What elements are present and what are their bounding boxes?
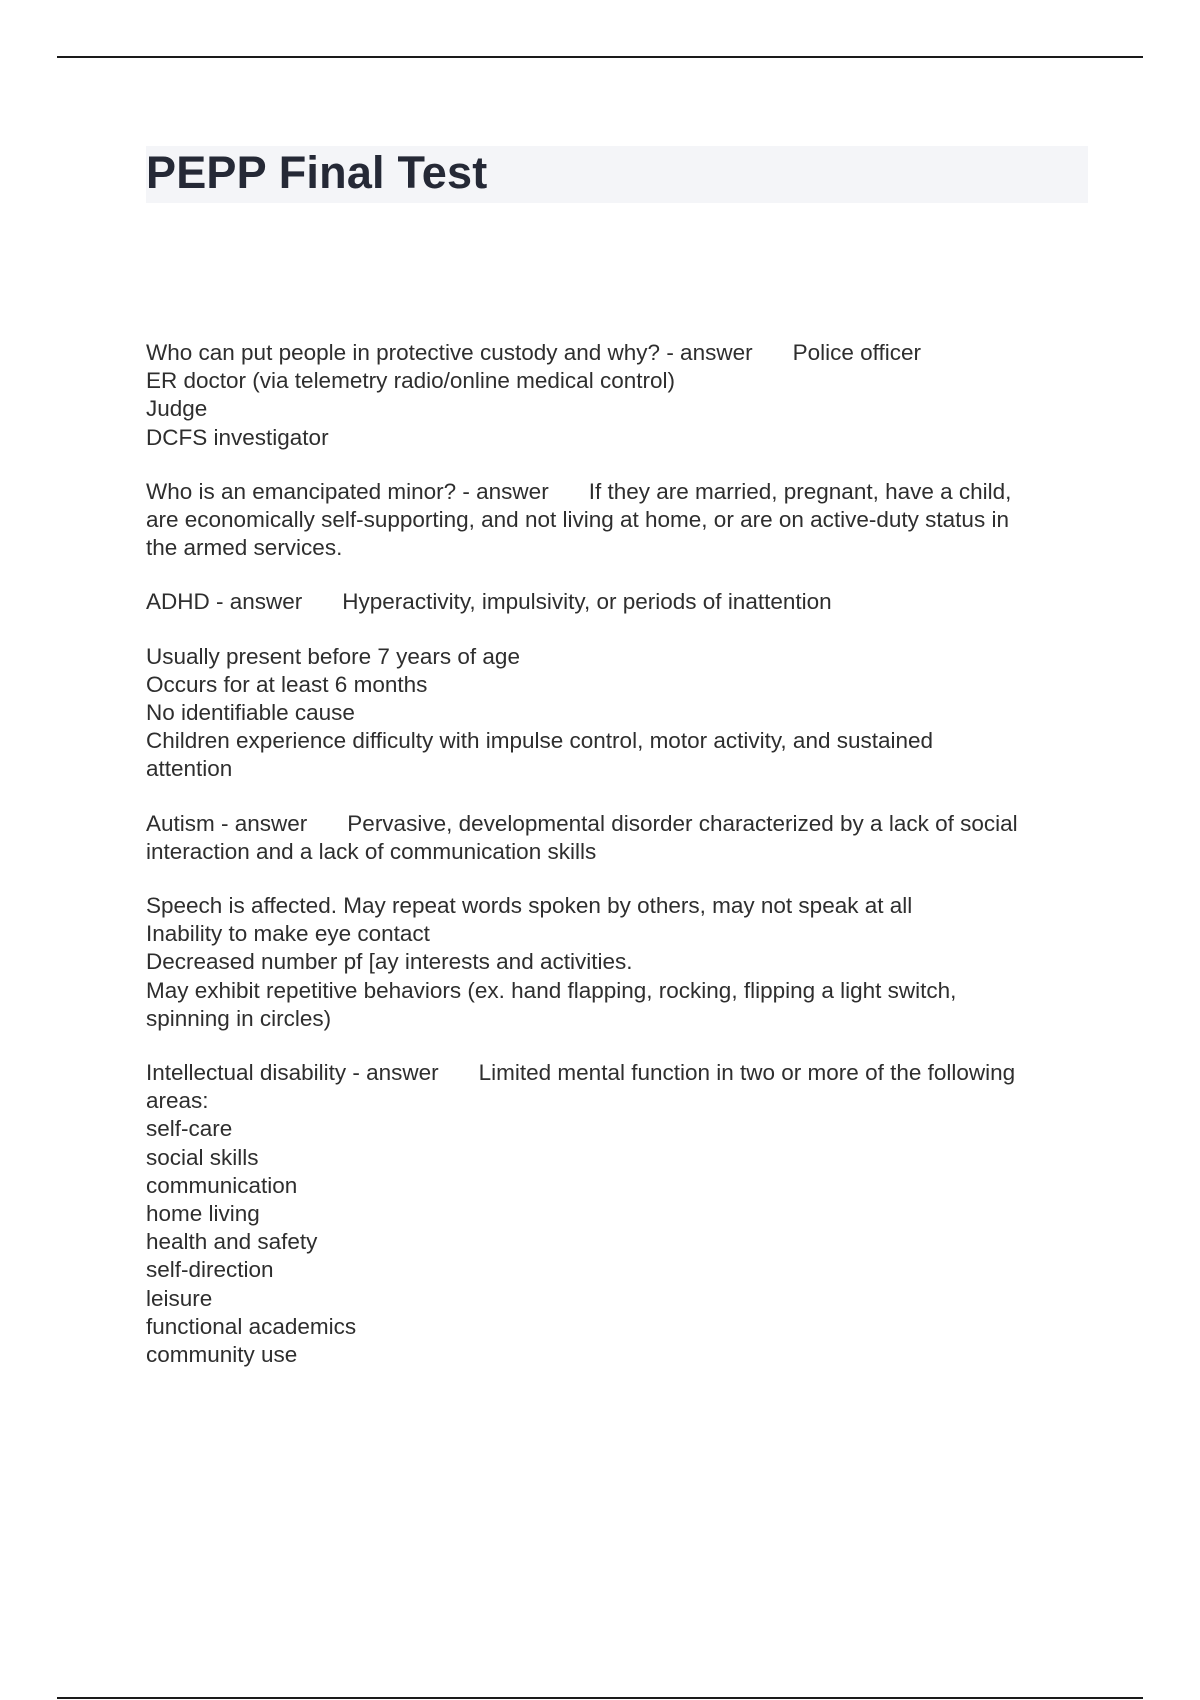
qa-block-autism <box>146 810 1088 866</box>
qa-first-line <box>146 478 1088 506</box>
top-rule <box>57 56 1143 58</box>
answer-line: spinning in circles) <box>146 1005 332 1031</box>
answer-text: Limited mental function in two or more of the following <box>478 1060 1016 1086</box>
answer-line: May exhibit repetitive behaviors (ex. hand flapping, rocking, flipping a light switch, <box>146 977 957 1003</box>
answer-line: leisure <box>146 1285 213 1311</box>
answer-text: If they are married, pregnant, have a child, <box>588 478 1012 504</box>
answer-line: areas: <box>146 1088 209 1114</box>
bottom-rule <box>57 1697 1143 1699</box>
answer-line: community use <box>146 1342 298 1368</box>
answer-line: No identifiable cause <box>146 700 355 726</box>
answer-line: health and safety <box>146 1229 318 1255</box>
qa-first-line <box>146 1059 1088 1087</box>
answer-line: Inability to make eye contact <box>146 921 430 947</box>
answer-line: functional academics <box>146 1313 357 1339</box>
answer-line: communication <box>146 1172 298 1198</box>
answer-line: home living <box>146 1201 260 1227</box>
answer-line: attention <box>146 756 233 782</box>
answer-line: Speech is affected. May repeat words spoken by others, may not speak at all <box>146 893 913 919</box>
answer-line: Occurs for at least 6 months <box>146 671 428 697</box>
answer-line: are economically self-supporting, and not living at home, or are on active-duty status in <box>146 507 1009 533</box>
qa-block-emancipated-minor <box>146 478 1088 563</box>
answer-line: Judge <box>146 396 208 422</box>
qa-block-adhd <box>146 588 1088 616</box>
answer-line: Decreased number pf [ay interests and activities. <box>146 949 633 975</box>
answer-line: social skills <box>146 1144 259 1170</box>
question-text: Intellectual disability - answer <box>146 1060 439 1086</box>
qa-first-line <box>146 588 1088 616</box>
qa-first-line <box>146 339 1088 367</box>
question-text: Who can put people in protective custody and why? - answer <box>146 340 753 365</box>
answer-line: ER doctor (via telemetry radio/online medical control) <box>146 368 675 394</box>
document-title: PEPP Final Test <box>146 147 488 198</box>
qa-first-line <box>146 810 1088 838</box>
qa-block-protective-custody <box>146 339 1088 452</box>
answer-line: self-care <box>146 1116 233 1142</box>
answer-text: Hyperactivity, impulsivity, or periods of inattention <box>342 589 832 615</box>
answer-text: Police officer <box>792 340 921 365</box>
answer-line: interaction and a lack of communication skills <box>146 838 597 864</box>
qa-block-intellectual-disability <box>146 1059 1088 1369</box>
question-text: Autism - answer <box>146 810 308 836</box>
answer-line: Usually present before 7 years of age <box>146 643 520 669</box>
answer-line: the armed services. <box>146 535 343 561</box>
document-body <box>146 339 1088 1395</box>
question-text: ADHD - answer <box>146 589 303 615</box>
qa-block-autism-details <box>146 892 1088 1033</box>
answer-text: Pervasive, developmental disorder characterized by a lack of social <box>347 810 1018 836</box>
answer-line: DCFS investigator <box>146 424 329 450</box>
qa-block-adhd-details <box>146 643 1088 784</box>
answer-line: Children experience difficulty with impulse control, motor activity, and sustained <box>146 728 934 754</box>
question-text: Who is an emancipated minor? - answer <box>146 478 549 504</box>
answer-line: self-direction <box>146 1257 274 1283</box>
